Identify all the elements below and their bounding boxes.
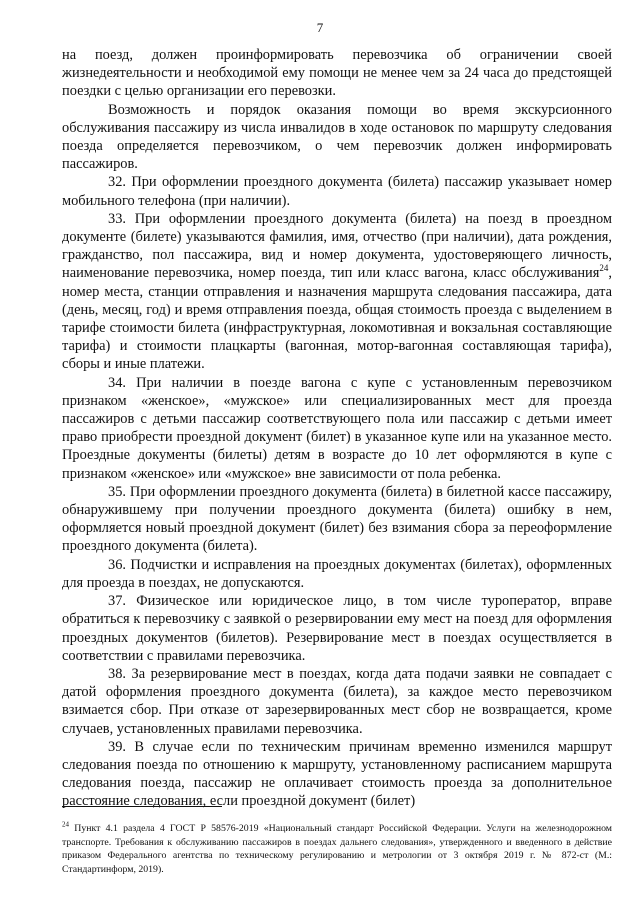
footnote-text: Пункт 4.1 раздела 4 ГОСТ Р 58576-2019 «Национальный стандарт Российской Федерации. Услуги на железнодорожном транспорте. Требования к обслуживанию пассажиров в поездах дальнего следования», утвержденного и введенного в действие приказом Федерального агентства по техническому регулированию и метрологии от 3 октября 2019 г. № 872-ст (М.: Стандартинформ, 2019).	[62, 823, 612, 875]
page-number: 7	[316, 20, 324, 35]
paragraph-34: 34. При наличии в поезде вагона с купе с установленным перевозчиком признаком «женское», «мужское» или специализированных мест для проезда пассажиров с детьми пассажир соответствующего пола или пассажир с детьми имеет право приобрести проездной документ (билет) в указанное купе или на указанное место. Проездные документы (билеты) детям в возрасте до 10 лет оформляются в купе с признаком «женское» или «мужское» вне зависимости от пола ребенка.	[62, 374, 612, 482]
paragraph-32: 32. При оформлении проездного документа (билета) пассажир указывает номер мобильного телефона (при наличии).	[62, 174, 612, 209]
footnote-reference: 24	[599, 263, 609, 274]
paragraph-37: 37. Физическое или юридическое лицо, в том числе туроператор, вправе обратиться к перевозчику с заявкой о резервировании ему мест на поезд для оформления проездных документов (билетов). Резервирование мест в поездах осуществляется в соответствии с правилами перевозчика.	[62, 593, 612, 664]
paragraph-38: 38. За резервирование мест в поездах, когда дата подачи заявки не совпадает с датой оформления проездного документа (билета), за каждое место перевозчиком взимается сбор. При отказе от зарезервированных мест сбор не возвращается, кроме случаев, установленных правилами перевозчика.	[62, 665, 612, 737]
paragraph-36: 36. Подчистки и исправления на проездных документах (билетах), оформленных для проезда в поездах, не допускаются.	[62, 556, 612, 591]
paragraph-33-text-before: 33. При оформлении проездного документа (билета) на поезд в проездном документе (билете) указываются фамилия, имя, отчество (при наличии), дата рождения, гражданство, пол пассажира, вид и номер документа, удостоверяющего личность, наименование перевозчика, номер поезда, тип или класс вагона, класс обслуживания	[62, 210, 612, 282]
paragraph-33	[62, 210, 612, 374]
footnote-divider	[62, 806, 222, 807]
document-body	[62, 46, 612, 811]
footnote-mark: 24	[62, 820, 69, 829]
paragraph-35: 35. При оформлении проездного документа (билета) в билетной кассе пассажиру, обнаружившему при получении проездного документа (билета) ошибку в нем, оформляется новый проездной документ (билет) без взимания сбора за переоформление проездного документа (билета).	[62, 483, 612, 555]
footnote	[62, 822, 612, 876]
paragraph-excursion-assistance: Возможность и порядок оказания помощи во время экскурсионного обслуживания пассажиру из числа инвалидов в ходе остановок по маршруту следования поезда определяется перевозчиком, о чем перевозчик должен информировать пассажиров.	[62, 101, 612, 173]
paragraph-33-text-after: , номер места, станции отправления и назначения маршрута следования пассажира, дата (день, месяц, год) и время отправления поезда, общая стоимость проезда с выделением в тарифе стоимости билета (инфраструктурная, локомотивная и вокзальная составляющие тарифа) и стоимости плацкарты (вагонная, мотор-вагонная составляющая тарифа), сборы и иные платежи.	[62, 265, 612, 373]
paragraph-continuation: на поезд, должен проинформировать перевозчика об ограничении своей жизнедеятельности и необходимой ему помощи не менее чем за 24 часа до предстоящей поездки с целью организации его перевозки.	[62, 47, 612, 100]
paragraph-39: 39. В случае если по техническим причинам временно изменился маршрут следования поезда по отношению к маршруту, установленному расписанием маршрута следования поезда, пассажир не оплачивает стоимость проезда за дополнительное расстояние следования, если проездной документ (билет)	[62, 738, 612, 810]
